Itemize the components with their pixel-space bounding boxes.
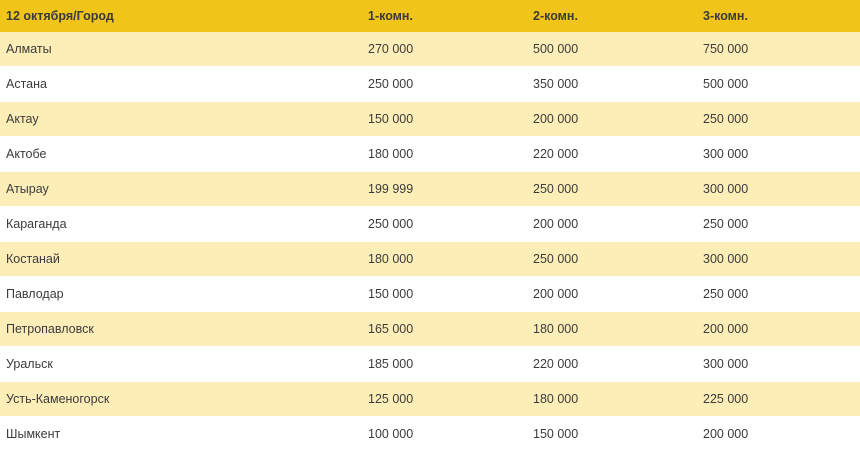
cell-city: Петропавловск: [0, 312, 360, 347]
table-row: [0, 347, 860, 382]
table-row: [0, 417, 860, 452]
cell-2room: 180 000: [525, 312, 695, 347]
table-row: [0, 102, 860, 137]
cell-city: Костанай: [0, 242, 360, 277]
cell-1room: 180 000: [360, 137, 525, 172]
cell-3room: 250 000: [695, 277, 860, 312]
cell-2room: 220 000: [525, 137, 695, 172]
cell-3room: 200 000: [695, 417, 860, 452]
cell-city: Актау: [0, 102, 360, 137]
cell-2room: 500 000: [525, 32, 695, 67]
cell-3room: 300 000: [695, 242, 860, 277]
table-row: [0, 242, 860, 277]
cell-1room: 125 000: [360, 382, 525, 417]
cell-1room: 180 000: [360, 242, 525, 277]
table-row: [0, 137, 860, 172]
cell-3room: 300 000: [695, 172, 860, 207]
cell-1room: 150 000: [360, 277, 525, 312]
cell-city: Алматы: [0, 32, 360, 67]
cell-1room: 270 000: [360, 32, 525, 67]
cell-3room: 300 000: [695, 347, 860, 382]
cell-2room: 200 000: [525, 277, 695, 312]
cell-2room: 220 000: [525, 347, 695, 382]
cell-1room: 199 999: [360, 172, 525, 207]
cell-city: Атырау: [0, 172, 360, 207]
table-row: [0, 32, 860, 67]
cell-2room: 150 000: [525, 417, 695, 452]
cell-3room: 250 000: [695, 207, 860, 242]
table-header-row: [0, 0, 860, 32]
cell-city: Астана: [0, 67, 360, 102]
cell-2room: 250 000: [525, 242, 695, 277]
cell-2room: 350 000: [525, 67, 695, 102]
cell-2room: 180 000: [525, 382, 695, 417]
cell-city: Шымкент: [0, 417, 360, 452]
table-row: [0, 277, 860, 312]
cell-1room: 250 000: [360, 67, 525, 102]
cell-city: Караганда: [0, 207, 360, 242]
cell-3room: 250 000: [695, 102, 860, 137]
column-header-3room: 3-комн.: [695, 0, 860, 32]
table-row: [0, 67, 860, 102]
cell-2room: 250 000: [525, 172, 695, 207]
cell-3room: 500 000: [695, 67, 860, 102]
column-header-city: 12 октября/Город: [0, 0, 360, 32]
cell-3room: 300 000: [695, 137, 860, 172]
table-body: [0, 32, 860, 452]
cell-3room: 225 000: [695, 382, 860, 417]
column-header-2room: 2-комн.: [525, 0, 695, 32]
cell-city: Уральск: [0, 347, 360, 382]
cell-2room: 200 000: [525, 207, 695, 242]
cell-city: Павлодар: [0, 277, 360, 312]
cell-3room: 200 000: [695, 312, 860, 347]
cell-1room: 100 000: [360, 417, 525, 452]
column-header-1room: 1-комн.: [360, 0, 525, 32]
cell-1room: 250 000: [360, 207, 525, 242]
cell-3room: 750 000: [695, 32, 860, 67]
cell-1room: 150 000: [360, 102, 525, 137]
table-header: [0, 0, 860, 32]
table-row: [0, 207, 860, 242]
table-row: [0, 382, 860, 417]
cell-city: Усть-Каменогорск: [0, 382, 360, 417]
table-row: [0, 312, 860, 347]
cell-1room: 165 000: [360, 312, 525, 347]
table-row: [0, 172, 860, 207]
cell-city: Актобе: [0, 137, 360, 172]
cell-2room: 200 000: [525, 102, 695, 137]
cell-1room: 185 000: [360, 347, 525, 382]
